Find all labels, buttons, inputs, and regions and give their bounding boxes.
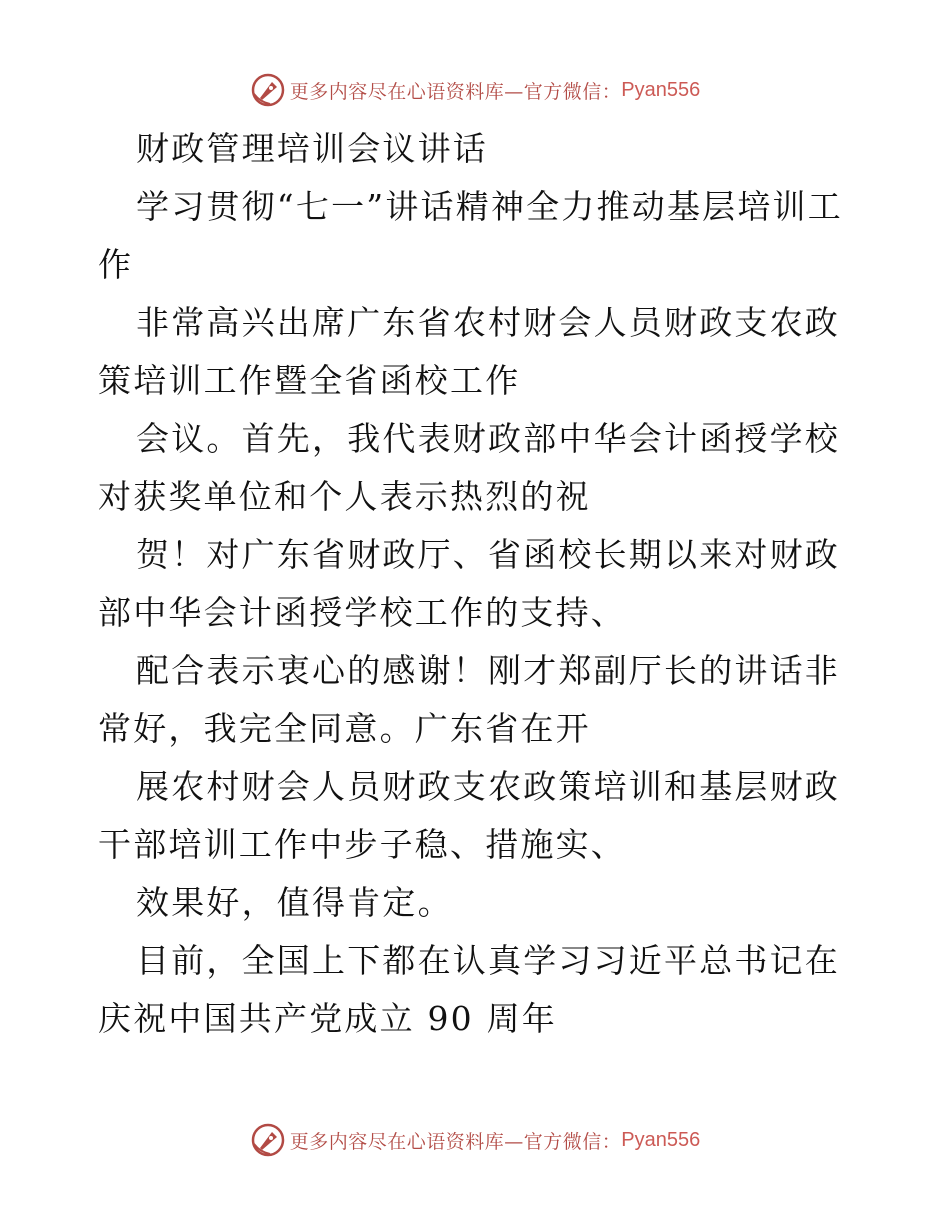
pen-nib-logo-icon — [250, 72, 286, 108]
document-body — [98, 120, 858, 1048]
banner-wechat-id: Pyan556 — [621, 1128, 701, 1151]
paragraph: 配合表示衷心的感谢！刚才郑副厅长的讲话非常好，我完全同意。广东省在开 — [98, 651, 840, 748]
pen-nib-logo-icon — [250, 1122, 286, 1158]
paragraph: 贺！对广东省财政厅、省函校长期以来对财政部中华会计函授学校工作的支持、 — [98, 535, 840, 632]
banner-text: 更多内容尽在心语资料库—官方微信： — [289, 80, 622, 103]
paragraph: 目前，全国上下都在认真学习习近平总书记在庆祝中国共产党成立 90 周年 — [98, 941, 840, 1038]
paragraph: 效果好，值得肯定。 — [136, 883, 453, 922]
footer-banner — [0, 1120, 950, 1160]
banner-wechat-id: Pyan556 — [621, 78, 701, 101]
paragraph: 展农村财会人员财政支农政策培训和基层财政干部培训工作中步子稳、措施实、 — [98, 767, 840, 864]
banner-text: 更多内容尽在心语资料库—官方微信： — [289, 1130, 622, 1153]
document-title: 财政管理培训会议讲话 — [136, 129, 488, 168]
paragraph: 会议。首先，我代表财政部中华会计函授学校对获奖单位和个人表示热烈的祝 — [98, 419, 840, 516]
header-banner — [0, 70, 950, 110]
paragraph: 非常高兴出席广东省农村财会人员财政支农政策培训工作暨全省函校工作 — [98, 303, 840, 400]
paragraph: 学习贯彻“七一”讲话精神全力推动基层培训工作 — [98, 187, 843, 284]
